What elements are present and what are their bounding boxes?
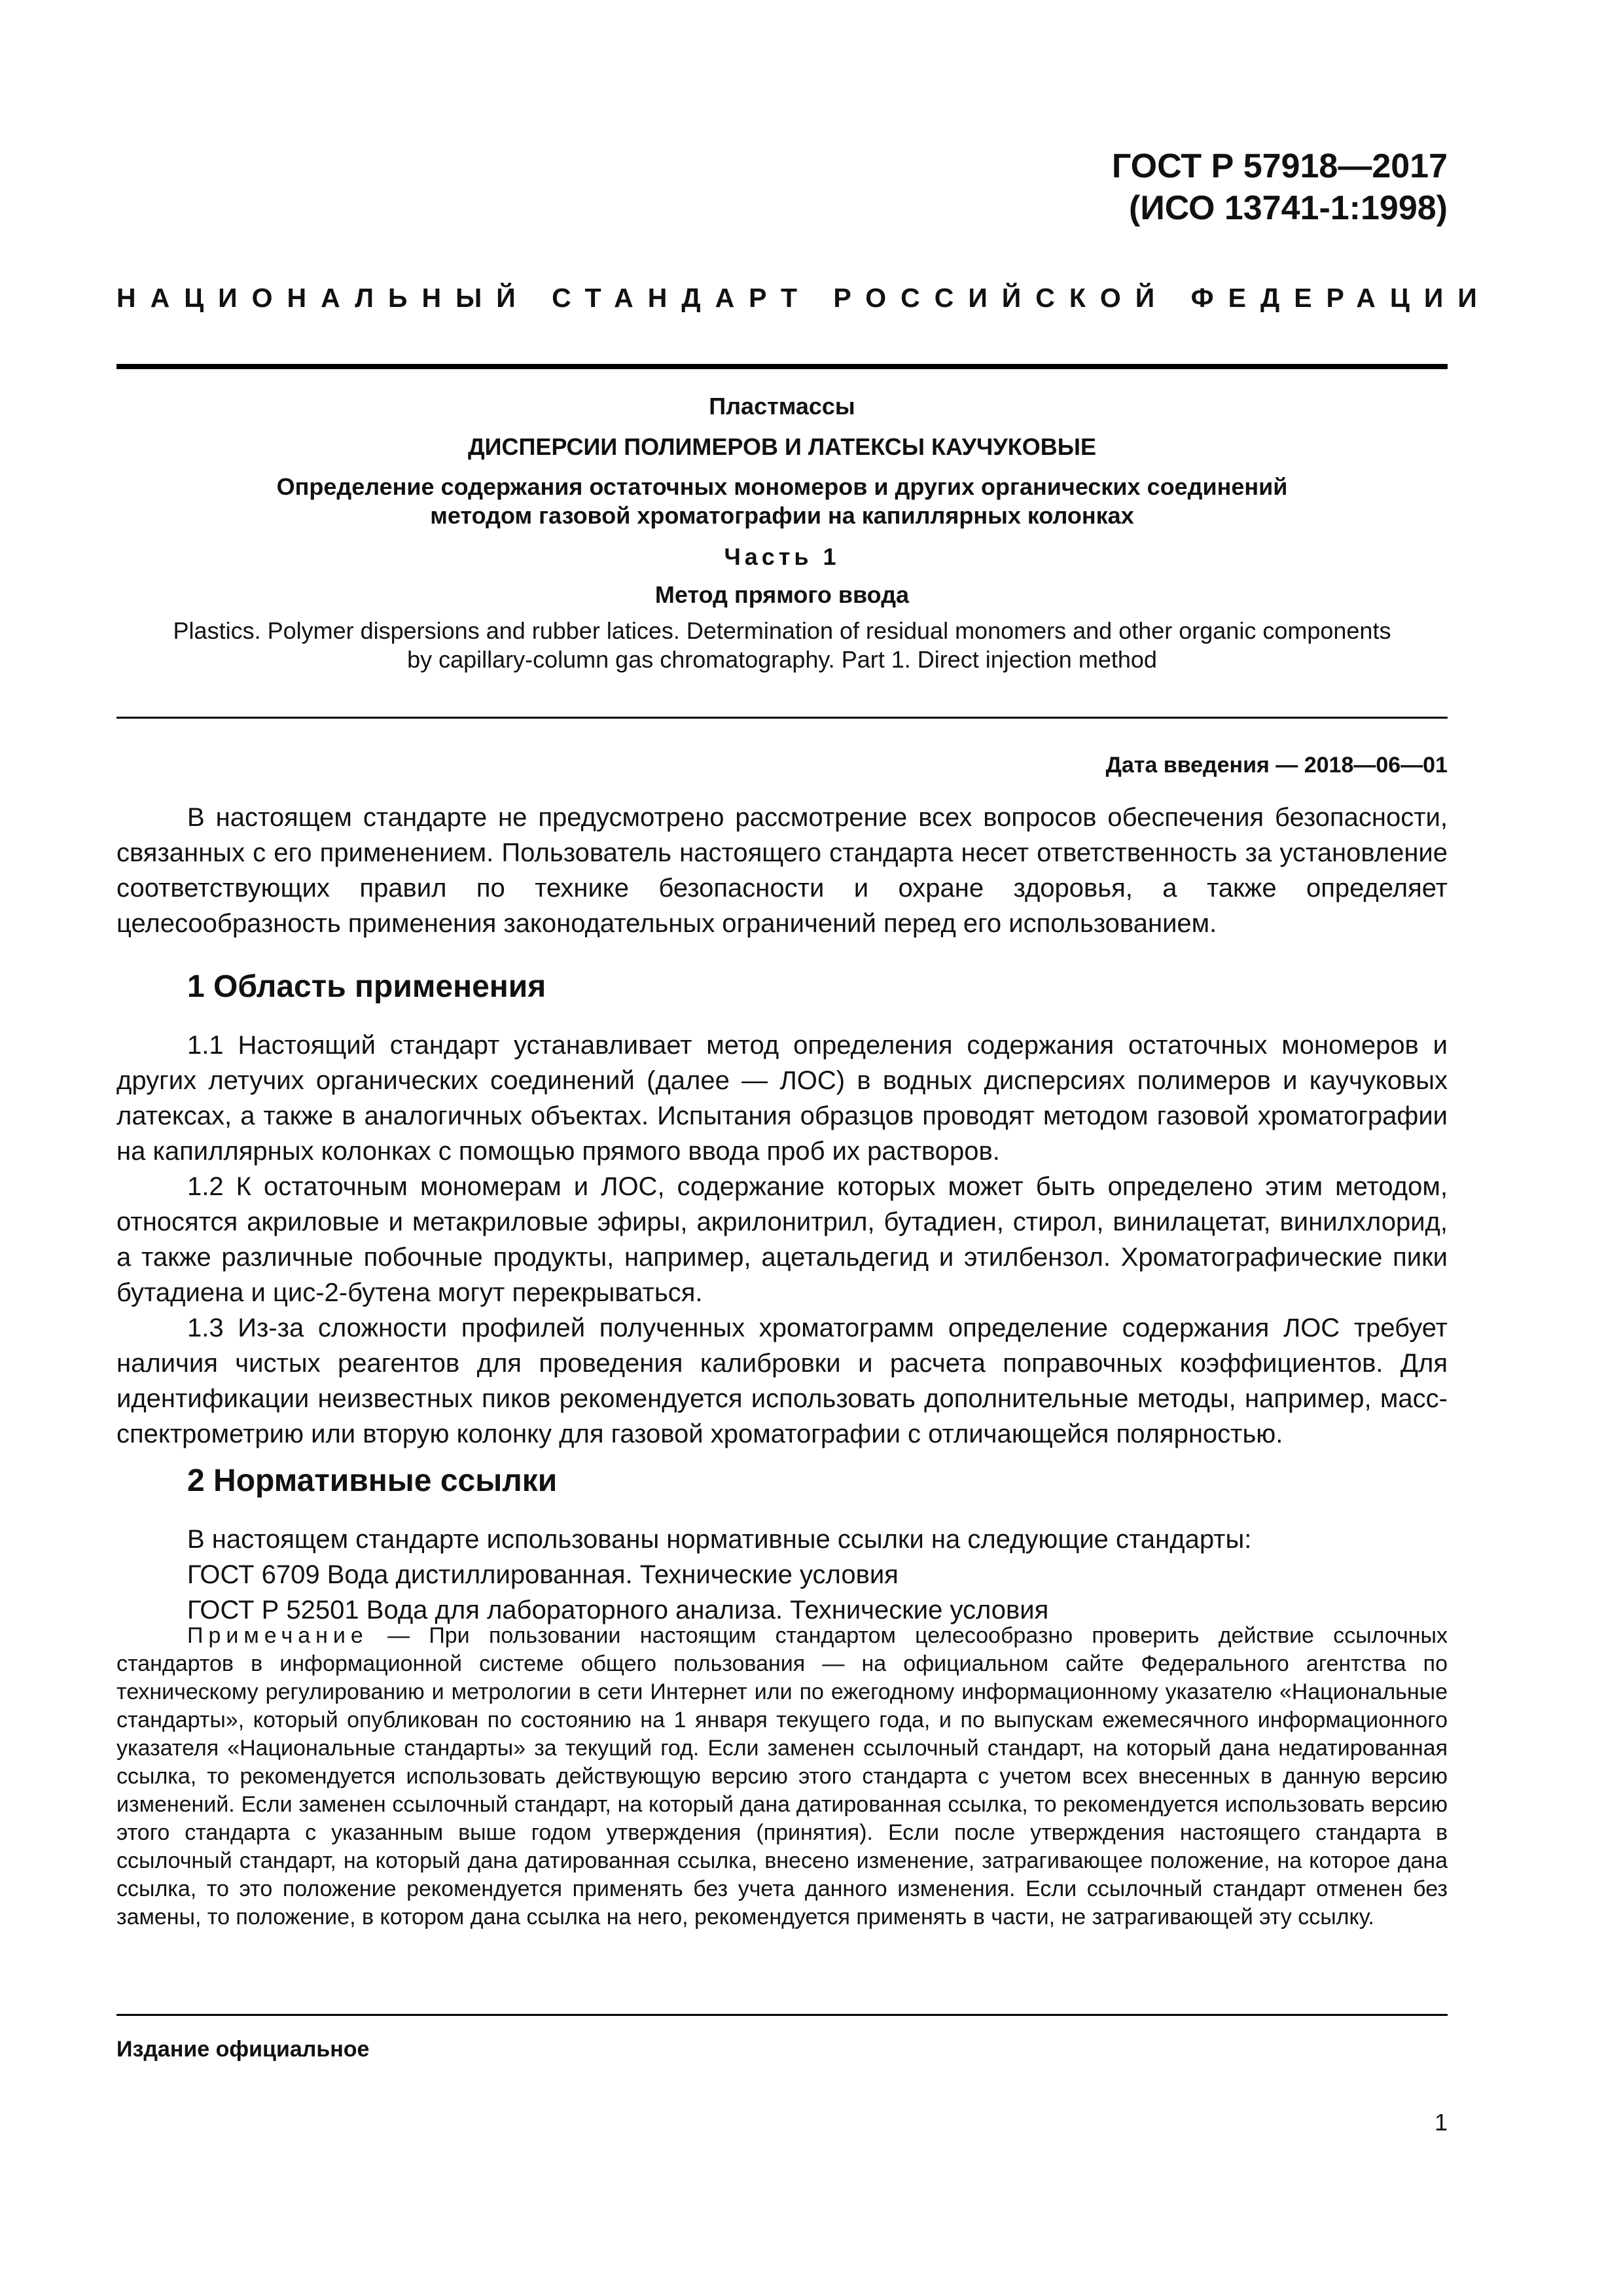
paragraph-1-2: 1.2 К остаточным мономерам и ЛОС, содержание которых может быть определено этим методом, относятся акриловые и метакриловые эфиры, акрилонитрил, бутадиен, стирол, винилацетат, винилхлорид, а также различные побочные продукты, например, ацетальдегид и этилбензол. Хроматографические пики бутадиена и цис-2-бутена могут перекрываться. [116,1172,1448,1307]
title-category: Пластмассы [709,393,855,420]
section-1-body [116,1028,1448,1452]
reference-gost-6709: ГОСТ 6709 Вода дистиллированная. Технические условия [187,1560,899,1589]
footer-divider [116,2014,1448,2016]
header-divider [116,364,1448,369]
iso-number: (ИСО 13741-1:1998) [1129,189,1448,227]
intro-paragraph [116,800,1448,941]
official-edition-label: Издание официальное [116,2037,370,2062]
note-text: — При пользовании настоящим стандартом целесообразно проверить действие ссылочных стандартов в информационной системе общего пользования — на официальном сайте Федерального агентства по техническому регулированию и метрологии в сети Интернет или по ежегодному информационному указателю «Национальные стандарты», который опубликован по состоянию на 1 января текущего года, и по выпускам ежемесячного информационного указателя «Национальные стандарты» за текущий год. Если заменен ссылочный стандарт, на который дана недатированная ссылка, то рекомендуется использовать действующую версию этого стандарта с учетом всех внесенных в данную версию изменений. Если заменен ссылочный стандарт, на который дана датированная ссылка, то рекомендуется использовать версию этого стандарта с указанным выше годом утверждения (принятия). Если после утверждения настоящего стандарта в ссылочный стандарт, на который дана датированная ссылка, внесено изменение, затрагивающее положение, на которое дана ссылка, то это положение рекомендуется применять без учета данного изменения. Если ссылочный стандарт отменен без замены, то положение, в котором дана ссылка на него, рекомендуется применять в части, не затрагивающей эту ссылку. [116,1623,1448,1929]
references-intro: В настоящем стандарте использованы нормативные ссылки на следующие стандарты: [187,1525,1252,1554]
section-1-heading: 1 Область применения [187,969,546,1004]
title-part: Часть 1 [724,543,840,570]
section-2-heading: 2 Нормативные ссылки [187,1463,558,1498]
english-title-line-2: by capillary-column gas chromatography. Part 1. Direct injection method [407,646,1157,673]
reference-gost-r-52501: ГОСТ Р 52501 Вода для лабораторного анализа. Технические условия [187,1596,1049,1624]
title-subtitle-line-1: Определение содержания остаточных мономеров и других органических соединений [276,473,1288,500]
intro-text: В настоящем стандарте не предусмотрено рассмотрение всех вопросов обеспечения безопасности, связанных с его применением. Пользователь настоящего стандарта несет ответственность за установление соответствующих правил по технике безопасности и охране здоровья, а также определяет целесообразность применения законодательных ограничений перед его использованием. [116,803,1448,938]
title-method: Метод прямого ввода [654,581,910,608]
title-block [116,391,1448,674]
section-2-body [116,1522,1448,1628]
national-standard-banner: НАЦИОНАЛЬНЫЙ СТАНДАРТ РОССИЙСКОЙ ФЕДЕРАЦИИ [116,283,1491,313]
introduction-date: Дата введения — 2018—06—01 [1105,753,1448,778]
note-label: Примечание [187,1623,368,1648]
paragraph-1-3: 1.3 Из-за сложности профилей полученных хроматограмм определение содержания ЛОС требует наличия чистых реагентов для проведения калибровки и расчета поправочных коэффициентов. Для идентификации неизвестных пиков рекомендуется использовать дополнительные методы, например, масс-спектрометрию или вторую колонку для газовой хроматографии с отличающейся полярностью. [116,1314,1448,1448]
gost-number: ГОСТ Р 57918—2017 [1111,147,1448,185]
page-number: 1 [1434,2109,1448,2136]
english-title-line-1: Plastics. Polymer dispersions and rubber latices. Determination of residual monomers and other organic components [173,617,1391,644]
title-subtitle [116,473,1448,530]
title-subtitle-line-2: методом газовой хроматографии на капиллярных колонках [430,502,1134,529]
title-main: ДИСПЕРСИИ ПОЛИМЕРОВ И ЛАТЕКСЫ КАУЧУКОВЫЕ [468,433,1096,460]
paragraph-1-1: 1.1 Настоящий стандарт устанавливает метод определения содержания остаточных мономеров и других летучих органических соединений (далее — ЛОС) в водных дисперсиях полимеров и каучуковых латексах, а также в аналогичных объектах. Испытания образцов проводят методом газовой хроматографии на капиллярных колонках с помощью прямого ввода проб их растворов. [116,1031,1448,1166]
references-note [116,1622,1448,1931]
english-title [116,617,1448,674]
document-id [1112,145,1448,229]
title-divider [116,717,1448,719]
